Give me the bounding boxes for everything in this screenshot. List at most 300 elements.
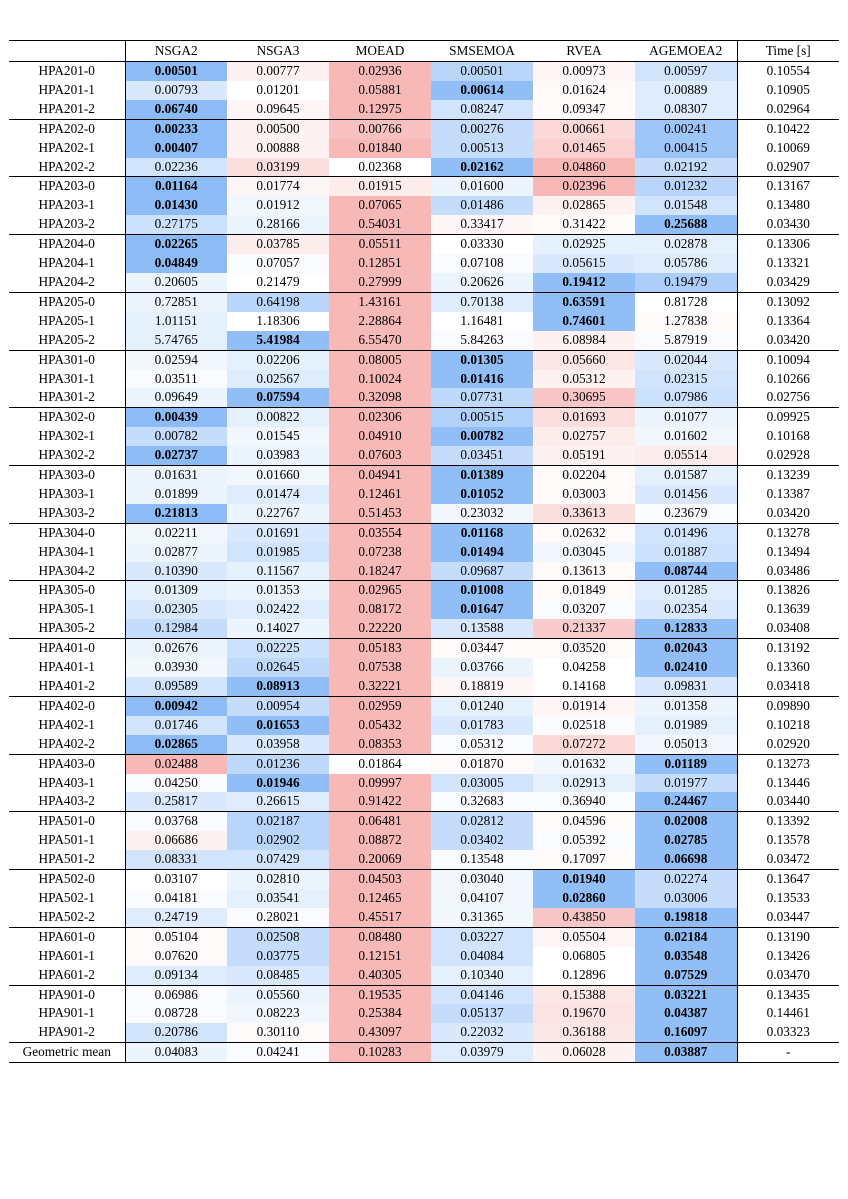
- value-cell: 0.05312: [533, 370, 635, 389]
- value-cell: 0.01977: [635, 774, 737, 793]
- table-row: [9, 543, 839, 562]
- value-cell: 0.09649: [125, 388, 227, 407]
- value-cell: 0.01989: [635, 716, 737, 735]
- value-cell: 0.12465: [329, 889, 431, 908]
- value-cell: 0.02785: [635, 831, 737, 850]
- row-label: HPA402-2: [9, 735, 125, 754]
- value-cell: 0.01358: [635, 696, 737, 715]
- value-cell: 0.00501: [431, 62, 533, 81]
- value-cell: 0.01416: [431, 370, 533, 389]
- value-cell: 0.07529: [635, 966, 737, 985]
- value-cell: 0.19670: [533, 1004, 635, 1023]
- value-cell: 0.01008: [431, 581, 533, 600]
- table-row: [9, 908, 839, 927]
- value-cell: 0.01600: [431, 177, 533, 196]
- value-cell: 0.02567: [227, 370, 329, 389]
- row-label: HPA502-0: [9, 870, 125, 889]
- row-label: HPA302-0: [9, 408, 125, 427]
- row-label: HPA205-0: [9, 292, 125, 311]
- table-row: [9, 581, 839, 600]
- value-cell: 0.03447: [431, 639, 533, 658]
- value-cell: 0.13613: [533, 562, 635, 581]
- time-cell: 0.02928: [737, 446, 839, 465]
- table-row: [9, 619, 839, 638]
- time-cell: 0.09890: [737, 696, 839, 715]
- value-cell: 0.02236: [125, 158, 227, 177]
- row-label: HPA304-2: [9, 562, 125, 581]
- value-cell: 0.02645: [227, 658, 329, 677]
- value-cell: 0.10390: [125, 562, 227, 581]
- time-cell: 0.13435: [737, 985, 839, 1004]
- value-cell: 1.01151: [125, 312, 227, 331]
- time-cell: 0.02964: [737, 100, 839, 119]
- value-cell: 0.01285: [635, 581, 737, 600]
- header-time: Time [s]: [737, 41, 839, 62]
- row-label: HPA304-1: [9, 543, 125, 562]
- value-cell: 0.02965: [329, 581, 431, 600]
- table-row: [9, 985, 839, 1004]
- table-row: [9, 100, 839, 119]
- value-cell: 0.31365: [431, 908, 533, 927]
- table-row: [9, 388, 839, 407]
- table-row: [9, 62, 839, 81]
- row-label: HPA202-2: [9, 158, 125, 177]
- time-cell: 0.13826: [737, 581, 839, 600]
- value-cell: 0.00415: [635, 139, 737, 158]
- value-cell: 0.25817: [125, 792, 227, 811]
- time-cell: 0.13446: [737, 774, 839, 793]
- value-cell: 0.07603: [329, 446, 431, 465]
- value-cell: 0.20626: [431, 273, 533, 292]
- row-label: HPA901-0: [9, 985, 125, 1004]
- value-cell: 0.31422: [533, 215, 635, 234]
- value-cell: 0.01840: [329, 139, 431, 158]
- value-cell: 0.08744: [635, 562, 737, 581]
- value-cell: 0.12833: [635, 619, 737, 638]
- time-cell: 0.13533: [737, 889, 839, 908]
- row-label: HPA202-0: [9, 119, 125, 138]
- value-cell: 0.81728: [635, 292, 737, 311]
- value-cell: 0.02810: [227, 870, 329, 889]
- time-cell: 0.13387: [737, 485, 839, 504]
- value-cell: 0.02043: [635, 639, 737, 658]
- value-cell: 0.10340: [431, 966, 533, 985]
- value-cell: 0.22220: [329, 619, 431, 638]
- value-cell: 0.05660: [533, 350, 635, 369]
- value-cell: 0.07594: [227, 388, 329, 407]
- value-cell: 0.06740: [125, 100, 227, 119]
- value-cell: 0.03548: [635, 947, 737, 966]
- value-cell: 0.91422: [329, 792, 431, 811]
- value-cell: 0.01602: [635, 427, 737, 446]
- value-cell: 0.04860: [533, 158, 635, 177]
- row-label: HPA601-2: [9, 966, 125, 985]
- value-cell: 6.08984: [533, 331, 635, 350]
- value-cell: 0.00233: [125, 119, 227, 138]
- table-row: [9, 792, 839, 811]
- table-row: [9, 177, 839, 196]
- value-cell: 0.21337: [533, 619, 635, 638]
- value-cell: 0.01456: [635, 485, 737, 504]
- value-cell: 0.05511: [329, 235, 431, 254]
- value-cell: 0.03775: [227, 947, 329, 966]
- value-cell: 0.00407: [125, 139, 227, 158]
- value-cell: 0.24467: [635, 792, 737, 811]
- value-cell: 0.01653: [227, 716, 329, 735]
- value-cell: 0.01691: [227, 523, 329, 542]
- value-cell: 0.23679: [635, 504, 737, 523]
- value-cell: 0.03541: [227, 889, 329, 908]
- time-cell: 0.13480: [737, 196, 839, 215]
- time-cell: 0.13192: [737, 639, 839, 658]
- value-cell: 0.01164: [125, 177, 227, 196]
- value-cell: 0.05881: [329, 81, 431, 100]
- value-cell: 0.05615: [533, 254, 635, 273]
- value-cell: 0.02206: [227, 350, 329, 369]
- value-cell: 0.12984: [125, 619, 227, 638]
- time-cell: 0.13190: [737, 927, 839, 946]
- value-cell: 0.51453: [329, 504, 431, 523]
- time-cell: 0.13578: [737, 831, 839, 850]
- value-cell: 0.03511: [125, 370, 227, 389]
- value-cell: 0.02518: [533, 716, 635, 735]
- value-cell: 0.09347: [533, 100, 635, 119]
- row-label: HPA403-2: [9, 792, 125, 811]
- value-cell: 0.01783: [431, 716, 533, 735]
- row-label: HPA301-2: [9, 388, 125, 407]
- value-cell: 0.05312: [431, 735, 533, 754]
- table-row: [9, 947, 839, 966]
- value-cell: 0.00954: [227, 696, 329, 715]
- value-cell: 0.03520: [533, 639, 635, 658]
- value-cell: 0.12975: [329, 100, 431, 119]
- table-row: [9, 966, 839, 985]
- value-cell: 0.02860: [533, 889, 635, 908]
- value-cell: 0.03887: [635, 1043, 737, 1063]
- value-cell: 0.32683: [431, 792, 533, 811]
- header-nsga2: NSGA2: [125, 41, 227, 62]
- time-cell: 0.03430: [737, 215, 839, 234]
- table-row: [9, 196, 839, 215]
- table-row: [9, 504, 839, 523]
- value-cell: 0.72851: [125, 292, 227, 311]
- value-cell: 0.16097: [635, 1023, 737, 1042]
- time-cell: 0.10905: [737, 81, 839, 100]
- value-cell: 1.27838: [635, 312, 737, 331]
- value-cell: 0.03005: [431, 774, 533, 793]
- value-cell: 0.02913: [533, 774, 635, 793]
- value-cell: 0.01496: [635, 523, 737, 542]
- value-cell: 0.00889: [635, 81, 737, 100]
- value-cell: 0.12151: [329, 947, 431, 966]
- value-cell: 0.04849: [125, 254, 227, 273]
- value-cell: 0.45517: [329, 908, 431, 927]
- value-cell: 0.01624: [533, 81, 635, 100]
- value-cell: 0.02187: [227, 812, 329, 831]
- time-cell: 0.03420: [737, 331, 839, 350]
- value-cell: 0.06481: [329, 812, 431, 831]
- value-cell: 1.16481: [431, 312, 533, 331]
- row-label: HPA401-0: [9, 639, 125, 658]
- time-cell: 0.10266: [737, 370, 839, 389]
- time-cell: -: [737, 1043, 839, 1063]
- value-cell: 0.08480: [329, 927, 431, 946]
- value-cell: 0.02410: [635, 658, 737, 677]
- value-cell: 0.43097: [329, 1023, 431, 1042]
- table-row: [9, 562, 839, 581]
- value-cell: 0.07065: [329, 196, 431, 215]
- value-cell: 0.02354: [635, 600, 737, 619]
- value-cell: 0.08307: [635, 100, 737, 119]
- time-cell: 0.03472: [737, 850, 839, 869]
- value-cell: 0.01305: [431, 350, 533, 369]
- value-cell: 0.25384: [329, 1004, 431, 1023]
- value-cell: 6.55470: [329, 331, 431, 350]
- value-cell: 0.02737: [125, 446, 227, 465]
- value-cell: 0.01647: [431, 600, 533, 619]
- row-label: HPA301-1: [9, 370, 125, 389]
- value-cell: 5.74765: [125, 331, 227, 350]
- value-cell: 0.01389: [431, 466, 533, 485]
- value-cell: 0.02936: [329, 62, 431, 81]
- value-cell: 0.08005: [329, 350, 431, 369]
- value-cell: 0.09589: [125, 677, 227, 696]
- value-cell: 0.02878: [635, 235, 737, 254]
- table-row: [9, 350, 839, 369]
- value-cell: 0.01232: [635, 177, 737, 196]
- value-cell: 0.01946: [227, 774, 329, 793]
- value-cell: 0.00782: [125, 427, 227, 446]
- value-cell: 0.21479: [227, 273, 329, 292]
- value-cell: 0.02632: [533, 523, 635, 542]
- value-cell: 0.24719: [125, 908, 227, 927]
- row-label: HPA901-2: [9, 1023, 125, 1042]
- time-cell: 0.03486: [737, 562, 839, 581]
- table-row: [9, 696, 839, 715]
- value-cell: 0.02396: [533, 177, 635, 196]
- row-label: HPA203-1: [9, 196, 125, 215]
- value-cell: 0.05137: [431, 1004, 533, 1023]
- value-cell: 0.03006: [635, 889, 737, 908]
- value-cell: 0.01631: [125, 466, 227, 485]
- value-cell: 0.01052: [431, 485, 533, 504]
- value-cell: 0.04084: [431, 947, 533, 966]
- value-cell: 0.02204: [533, 466, 635, 485]
- value-cell: 0.05191: [533, 446, 635, 465]
- row-label: HPA205-2: [9, 331, 125, 350]
- table-row: [9, 292, 839, 311]
- time-cell: 0.10094: [737, 350, 839, 369]
- row-label: HPA403-0: [9, 754, 125, 773]
- header-rvea: RVEA: [533, 41, 635, 62]
- time-cell: 0.10168: [737, 427, 839, 446]
- value-cell: 0.15388: [533, 985, 635, 1004]
- value-cell: 0.54031: [329, 215, 431, 234]
- value-cell: 0.12896: [533, 966, 635, 985]
- value-cell: 0.00500: [227, 119, 329, 138]
- value-cell: 0.03451: [431, 446, 533, 465]
- value-cell: 0.04387: [635, 1004, 737, 1023]
- time-cell: 0.13426: [737, 947, 839, 966]
- header-agemoea2: AGEMOEA2: [635, 41, 737, 62]
- value-cell: 0.02265: [125, 235, 227, 254]
- value-cell: 0.14168: [533, 677, 635, 696]
- table-row: [9, 81, 839, 100]
- value-cell: 0.19535: [329, 985, 431, 1004]
- value-cell: 0.00942: [125, 696, 227, 715]
- value-cell: 0.05504: [533, 927, 635, 946]
- value-cell: 0.01189: [635, 754, 737, 773]
- value-cell: 0.03003: [533, 485, 635, 504]
- value-cell: 0.02902: [227, 831, 329, 850]
- row-label: HPA403-1: [9, 774, 125, 793]
- value-cell: 0.20069: [329, 850, 431, 869]
- table-row: [9, 370, 839, 389]
- value-cell: 0.08247: [431, 100, 533, 119]
- value-cell: 0.07538: [329, 658, 431, 677]
- value-cell: 0.01309: [125, 581, 227, 600]
- row-label: HPA203-2: [9, 215, 125, 234]
- time-cell: 0.13360: [737, 658, 839, 677]
- table-header: [9, 41, 839, 62]
- value-cell: 0.12851: [329, 254, 431, 273]
- table-row: [9, 658, 839, 677]
- value-cell: 0.30695: [533, 388, 635, 407]
- table-row: [9, 735, 839, 754]
- value-cell: 0.09831: [635, 677, 737, 696]
- value-cell: 0.04596: [533, 812, 635, 831]
- value-cell: 0.07238: [329, 543, 431, 562]
- value-cell: 0.00661: [533, 119, 635, 138]
- value-cell: 0.06698: [635, 850, 737, 869]
- value-cell: 0.19479: [635, 273, 737, 292]
- table-row: [9, 639, 839, 658]
- table-row: [9, 1023, 839, 1042]
- row-label: HPA204-1: [9, 254, 125, 273]
- row-label: HPA202-1: [9, 139, 125, 158]
- value-cell: 0.03768: [125, 812, 227, 831]
- row-label: HPA401-1: [9, 658, 125, 677]
- row-label: HPA601-0: [9, 927, 125, 946]
- value-cell: 0.05013: [635, 735, 737, 754]
- value-cell: 0.23032: [431, 504, 533, 523]
- value-cell: 0.13548: [431, 850, 533, 869]
- row-label: HPA203-0: [9, 177, 125, 196]
- value-cell: 0.01236: [227, 754, 329, 773]
- value-cell: 0.13588: [431, 619, 533, 638]
- time-cell: 0.10218: [737, 716, 839, 735]
- time-cell: 0.13306: [737, 235, 839, 254]
- table-row: [9, 235, 839, 254]
- value-cell: 0.01660: [227, 466, 329, 485]
- value-cell: 0.05786: [635, 254, 737, 273]
- value-cell: 0.10024: [329, 370, 431, 389]
- value-cell: 0.10283: [329, 1043, 431, 1063]
- value-cell: 0.03979: [431, 1043, 533, 1063]
- value-cell: 0.08485: [227, 966, 329, 985]
- time-cell: 0.02907: [737, 158, 839, 177]
- value-cell: 0.00614: [431, 81, 533, 100]
- value-cell: 0.03221: [635, 985, 737, 1004]
- value-cell: 0.07057: [227, 254, 329, 273]
- value-cell: 0.00973: [533, 62, 635, 81]
- value-cell: 0.01632: [533, 754, 635, 773]
- value-cell: 0.01587: [635, 466, 737, 485]
- value-cell: 0.03766: [431, 658, 533, 677]
- value-cell: 0.04941: [329, 466, 431, 485]
- value-cell: 1.18306: [227, 312, 329, 331]
- value-cell: 0.08872: [329, 831, 431, 850]
- time-cell: 0.03408: [737, 619, 839, 638]
- row-label: HPA204-0: [9, 235, 125, 254]
- value-cell: 0.08353: [329, 735, 431, 754]
- time-cell: 0.03418: [737, 677, 839, 696]
- value-cell: 0.02044: [635, 350, 737, 369]
- time-cell: 0.03429: [737, 273, 839, 292]
- header-moead: MOEAD: [329, 41, 431, 62]
- table-row: [9, 273, 839, 292]
- value-cell: 0.06028: [533, 1043, 635, 1063]
- value-cell: 0.04250: [125, 774, 227, 793]
- value-cell: 1.43161: [329, 292, 431, 311]
- table-row: [9, 870, 839, 889]
- value-cell: 0.01899: [125, 485, 227, 504]
- row-label: HPA303-0: [9, 466, 125, 485]
- header-blank: [9, 41, 125, 62]
- value-cell: 0.03958: [227, 735, 329, 754]
- time-cell: 0.03470: [737, 966, 839, 985]
- value-cell: 0.01849: [533, 581, 635, 600]
- row-label: HPA201-2: [9, 100, 125, 119]
- time-cell: 0.14461: [737, 1004, 839, 1023]
- time-cell: 0.13278: [737, 523, 839, 542]
- row-label: Geometric mean: [9, 1043, 125, 1063]
- value-cell: 0.03983: [227, 446, 329, 465]
- value-cell: 0.02368: [329, 158, 431, 177]
- value-cell: 0.64198: [227, 292, 329, 311]
- value-cell: 0.03107: [125, 870, 227, 889]
- value-cell: 0.36940: [533, 792, 635, 811]
- value-cell: 0.01465: [533, 139, 635, 158]
- value-cell: 0.05560: [227, 985, 329, 1004]
- value-cell: 0.40305: [329, 966, 431, 985]
- value-cell: 0.02315: [635, 370, 737, 389]
- time-cell: 0.10422: [737, 119, 839, 138]
- table-row: [9, 254, 839, 273]
- value-cell: 0.00793: [125, 81, 227, 100]
- value-cell: 0.03554: [329, 523, 431, 542]
- value-cell: 0.03040: [431, 870, 533, 889]
- value-cell: 0.20605: [125, 273, 227, 292]
- value-cell: 0.33613: [533, 504, 635, 523]
- table-row: [9, 446, 839, 465]
- value-cell: 0.05104: [125, 927, 227, 946]
- value-cell: 0.07731: [431, 388, 533, 407]
- value-cell: 0.06805: [533, 947, 635, 966]
- value-cell: 0.04181: [125, 889, 227, 908]
- row-label: HPA304-0: [9, 523, 125, 542]
- table-row: [9, 754, 839, 773]
- table-row: [9, 312, 839, 331]
- value-cell: 0.03785: [227, 235, 329, 254]
- results-table: [9, 40, 839, 1063]
- row-label: HPA305-2: [9, 619, 125, 638]
- table-row: [9, 427, 839, 446]
- value-cell: 0.01914: [533, 696, 635, 715]
- value-cell: 0.08223: [227, 1004, 329, 1023]
- value-cell: 0.02508: [227, 927, 329, 946]
- value-cell: 0.01887: [635, 543, 737, 562]
